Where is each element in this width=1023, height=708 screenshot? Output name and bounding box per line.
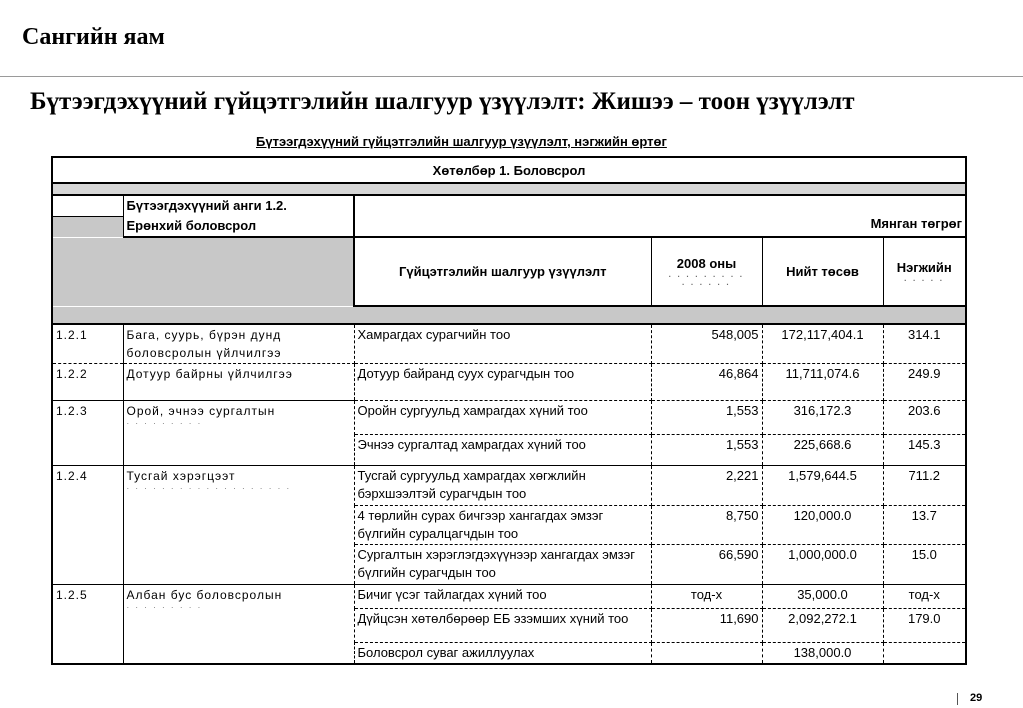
row-indicator: Бичиг үсэг тайлагдах хүний тоо <box>354 585 651 609</box>
row-name-text: Орой, эчнээ сургалтын <box>126 404 276 418</box>
gray-cell <box>52 216 123 237</box>
dotted-marks: · · · · · <box>904 275 945 285</box>
program-header: Хөтөлбөр 1. Боловсрол <box>52 157 966 183</box>
slide-title: Бүтээгдэхүүний гүйцэтгэлийн шалгуур үзүүлэлт: Жишээ – тоон үзүүлэлт <box>30 88 855 115</box>
row-name <box>123 585 354 665</box>
row-indicator: Сургалтын хэрэглэгдэхүүнээр хангагдах эмзэг бүлгийн сурагчдын тоо <box>354 545 651 585</box>
dotted-marks: · · · · · · · · · · · · · · · · · · · <box>126 484 292 493</box>
table-row <box>52 585 966 609</box>
dotted-marks: · · · · · · <box>681 279 732 289</box>
col-header-year-text: 2008 оны <box>676 255 737 271</box>
row-unit-cost: 179.0 <box>883 609 966 643</box>
row-quantity: 66,590 <box>651 545 762 585</box>
page-number: 29 <box>970 692 983 704</box>
row-code: 1.2.3 <box>52 401 123 466</box>
row-unit-cost: 145.3 <box>883 435 966 466</box>
row-code: 1.2.4 <box>52 466 123 585</box>
row-name <box>123 466 354 585</box>
gray-band <box>52 306 966 324</box>
row-indicator: Дүйцсэн хөтөлбөрөөр ЕБ эзэмших хүний тоо <box>354 609 651 643</box>
row-total: 11,711,074.6 <box>762 364 883 401</box>
row-code: 1.2.1 <box>52 324 123 364</box>
table-row <box>52 324 966 364</box>
row-indicator: 4 төрлийн сурах бичгээр хангагдах эмзэг бүлгийн суралцагчдын тоо <box>354 506 651 545</box>
row-quantity: 2,221 <box>651 466 762 506</box>
blank-cell <box>52 195 123 216</box>
col-header-unit-cost-text: Нэгжийн <box>896 259 952 275</box>
unit-label: Мянган төгрөг <box>354 195 966 237</box>
col-header-indicator-text: Гүйцэтгэлийн шалгуур үзүүлэлт <box>399 263 607 279</box>
col-header-indicator <box>354 237 651 306</box>
dotted-marks: · · · · · · · · · <box>126 419 203 428</box>
row-name-text: Тусгай хэрэгцээт <box>126 469 236 483</box>
row-unit-cost <box>883 643 966 665</box>
performance-table <box>51 156 967 665</box>
row-name: Бага, суурь, бүрэн дунд боловсролын үйлчилгээ <box>123 324 354 364</box>
row-quantity: 46,864 <box>651 364 762 401</box>
header-divider <box>0 76 1023 77</box>
row-indicator: Дотуур байранд суух сурагчдын тоо <box>354 364 651 401</box>
row-quantity: 8,750 <box>651 506 762 545</box>
product-class-line1: Бүтээгдэхүүний анги 1.2. <box>123 195 354 216</box>
page-number-divider <box>957 693 958 705</box>
row-unit-cost: 711.2 <box>883 466 966 506</box>
row-unit-cost: 314.1 <box>883 324 966 364</box>
table-row <box>52 364 966 401</box>
row-quantity: тод-х <box>651 585 762 609</box>
dotted-marks: · · · · · · · · · <box>668 271 745 281</box>
row-total: 1,000,000.0 <box>762 545 883 585</box>
row-indicator: Боловсрол суваг ажиллуулах <box>354 643 651 665</box>
row-quantity <box>651 643 762 665</box>
spacer-band <box>52 183 966 195</box>
table-row <box>52 401 966 435</box>
col-header-year <box>651 237 762 306</box>
row-code: 1.2.2 <box>52 364 123 401</box>
product-class-line2: Ерөнхий боловсрол <box>123 216 354 237</box>
row-indicator: Хамрагдах сурагчийн тоо <box>354 324 651 364</box>
row-total: 138,000.0 <box>762 643 883 665</box>
row-name <box>123 401 354 466</box>
row-total: 120,000.0 <box>762 506 883 545</box>
table-caption: Бүтээгдэхүүний гүйцэтгэлийн шалгуур үзүүлэлт, нэгжийн өртөг <box>256 134 667 149</box>
row-quantity: 548,005 <box>651 324 762 364</box>
row-quantity: 1,553 <box>651 401 762 435</box>
row-indicator: Оройн сургуульд хамрагдах хүний тоо <box>354 401 651 435</box>
col-header-total: Нийт төсөв <box>762 237 883 306</box>
row-total: 35,000.0 <box>762 585 883 609</box>
row-unit-cost: 249.9 <box>883 364 966 401</box>
table-row <box>52 466 966 506</box>
row-indicator: Эчнээ сургалтад хамрагдах хүний тоо <box>354 435 651 466</box>
row-indicator: Тусгай сургуульд хамрагдах хөгжлийн бэрхшээлтэй сурагчдын тоо <box>354 466 651 506</box>
row-name-text: Албан бус боловсролын <box>126 588 283 602</box>
dotted-marks: · · · · · · · · · <box>126 603 203 612</box>
header-title: Сангийн яам <box>22 24 165 50</box>
row-total: 316,172.3 <box>762 401 883 435</box>
row-total: 225,668.6 <box>762 435 883 466</box>
row-unit-cost: 15.0 <box>883 545 966 585</box>
row-unit-cost: тод-х <box>883 585 966 609</box>
row-total: 172,117,404.1 <box>762 324 883 364</box>
row-code: 1.2.5 <box>52 585 123 665</box>
row-quantity: 1,553 <box>651 435 762 466</box>
row-unit-cost: 13.7 <box>883 506 966 545</box>
gray-header-block <box>52 237 354 306</box>
row-total: 2,092,272.1 <box>762 609 883 643</box>
row-quantity: 11,690 <box>651 609 762 643</box>
col-header-unit-cost <box>883 237 966 306</box>
row-name: Дотуур байрны үйлчилгээ <box>123 364 354 401</box>
row-total: 1,579,644.5 <box>762 466 883 506</box>
row-unit-cost: 203.6 <box>883 401 966 435</box>
